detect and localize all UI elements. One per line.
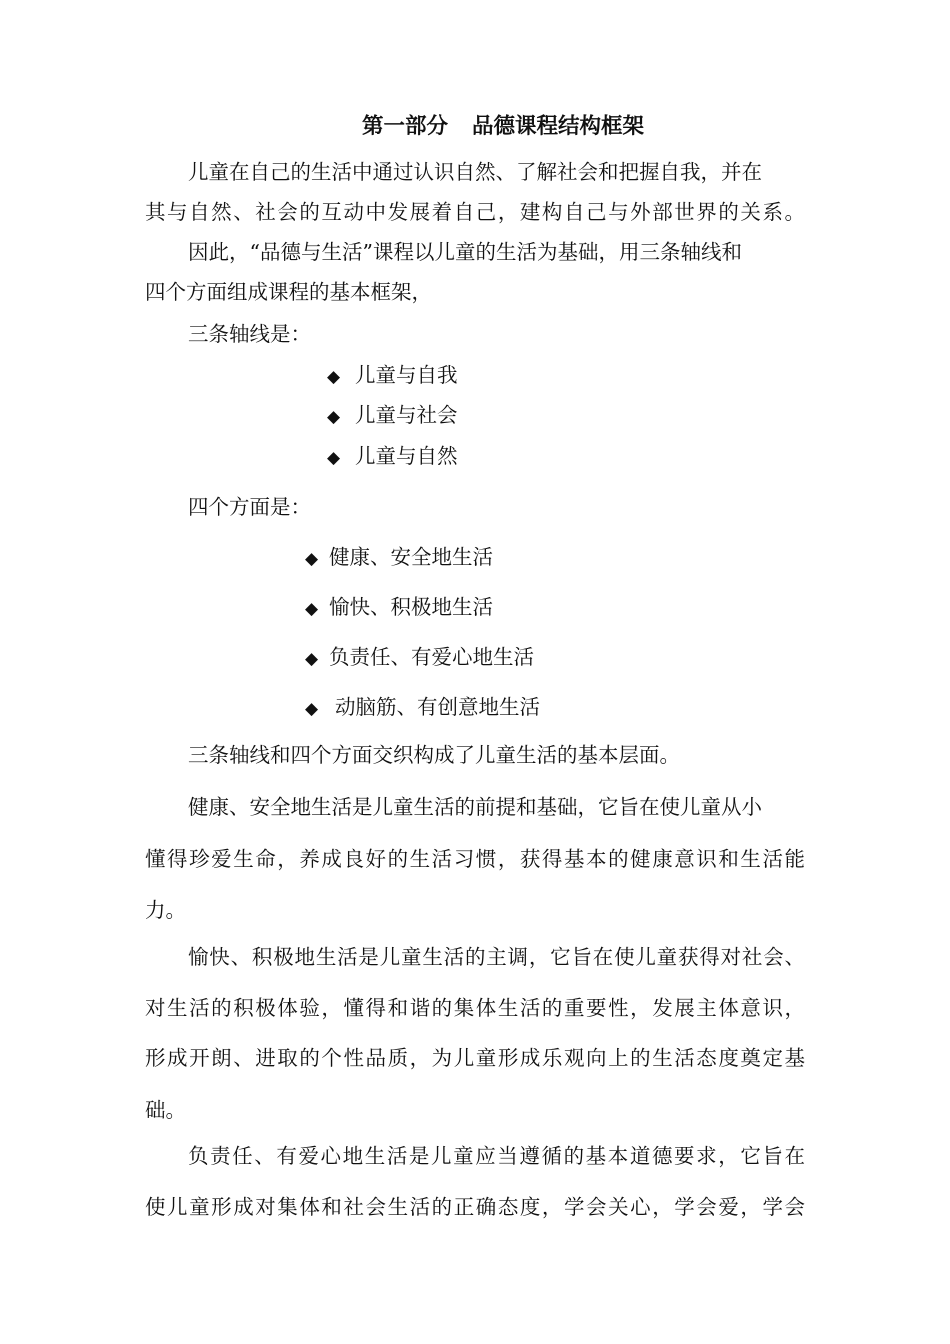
paragraph-5-line-1: 愉快、积极地生活是儿童生活的主调，它旨在使儿童获得对社会、	[188, 945, 805, 969]
axes-intro: 三条轴线是：	[188, 322, 311, 346]
title-part: 第一部分	[362, 114, 449, 139]
aspect-item	[305, 593, 493, 621]
diamond-bullet-icon: ◆	[305, 699, 319, 719]
aspect-label: 健康、安全地生活	[329, 545, 493, 569]
diamond-bullet-icon: ◆	[305, 599, 319, 619]
paragraph-1-line-1: 儿童在自己的生活中通过认识自然、了解社会和把握自我，并在	[188, 160, 762, 184]
aspect-label: 愉快、积极地生活	[329, 595, 493, 619]
aspects-intro: 四个方面是：	[188, 495, 311, 519]
aspect-item	[305, 643, 534, 671]
aspect-item	[305, 543, 493, 571]
diamond-bullet-icon: ◆	[327, 448, 341, 468]
paragraph-3: 三条轴线和四个方面交织构成了儿童生活的基本层面。	[188, 743, 680, 767]
diamond-bullet-icon: ◆	[327, 407, 341, 427]
title-name: 品德课程结构框架	[472, 114, 645, 139]
paragraph-4-line-3: 力。	[145, 898, 186, 922]
axis-item	[327, 442, 458, 470]
paragraph-5-line-4: 础。	[145, 1098, 186, 1122]
aspect-label: 动脑筋、有创意地生活	[335, 695, 540, 719]
paragraph-5-line-2: 对生活的积极体验，懂得和谐的集体生活的重要性，发展主体意识，	[145, 996, 805, 1020]
axis-item	[327, 361, 458, 389]
paragraph-5-line-3: 形成开朗、进取的个性品质，为儿童形成乐观向上的生活态度奠定基	[145, 1046, 805, 1070]
paragraph-4-line-2: 懂得珍爱生命，养成良好的生活习惯，获得基本的健康意识和生活能	[145, 847, 805, 871]
paragraph-2-line-1: 因此，“品德与生活”课程以儿童的生活为基础，用三条轴线和	[188, 240, 742, 264]
diamond-bullet-icon: ◆	[327, 367, 341, 387]
paragraph-4-line-1: 健康、安全地生活是儿童生活的前提和基础，它旨在使儿童从小	[188, 795, 762, 819]
aspect-item	[305, 693, 540, 721]
page-title	[362, 113, 644, 141]
axis-label: 儿童与自然	[355, 444, 458, 468]
paragraph-2-line-2: 四个方面组成课程的基本框架，	[145, 280, 432, 304]
axis-label: 儿童与自我	[355, 363, 458, 387]
diamond-bullet-icon: ◆	[305, 649, 319, 669]
axis-item	[327, 401, 458, 429]
axis-label: 儿童与社会	[355, 403, 458, 427]
paragraph-6-line-1: 负责任、有爱心地生活是儿童应当遵循的基本道德要求，它旨在	[188, 1144, 805, 1168]
diamond-bullet-icon: ◆	[305, 549, 319, 569]
paragraph-1-line-2: 其与自然、社会的互动中发展着自己，建构自己与外部世界的关系。	[145, 200, 805, 224]
aspect-label: 负责任、有爱心地生活	[329, 645, 534, 669]
paragraph-6-line-2: 使儿童形成对集体和社会生活的正确态度，学会关心，学会爱，学会	[145, 1195, 805, 1219]
